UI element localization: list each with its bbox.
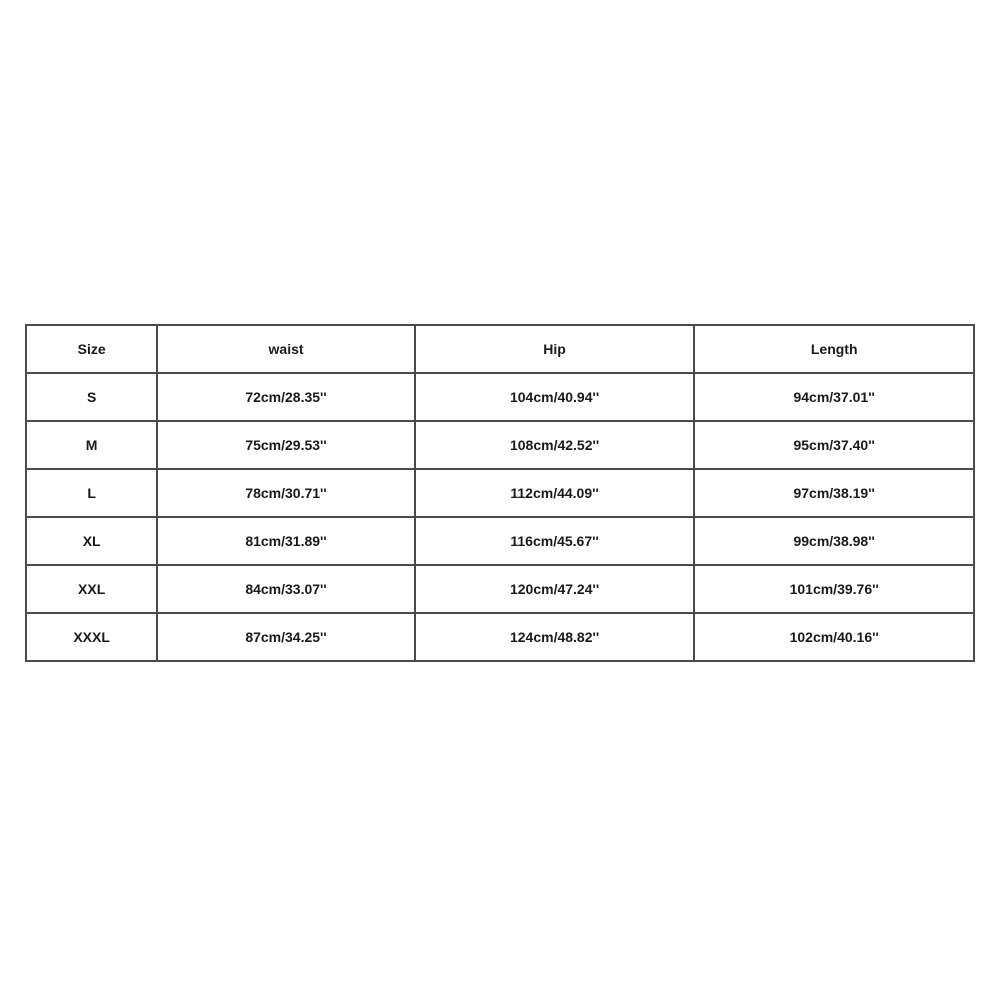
table-row [26,613,974,661]
table-header-row [26,325,974,373]
header-size: Size [26,325,157,373]
hip-cell: 124cm/48.82'' [415,613,695,661]
table-row [26,517,974,565]
size-cell: XXL [26,565,157,613]
waist-cell: 72cm/28.35'' [157,373,415,421]
table-row [26,373,974,421]
length-cell: 101cm/39.76'' [694,565,974,613]
length-cell: 99cm/38.98'' [694,517,974,565]
hip-cell: 116cm/45.67'' [415,517,695,565]
waist-cell: 78cm/30.71'' [157,469,415,517]
table-row [26,565,974,613]
header-waist: waist [157,325,415,373]
length-cell: 102cm/40.16'' [694,613,974,661]
waist-cell: 75cm/29.53'' [157,421,415,469]
hip-cell: 112cm/44.09'' [415,469,695,517]
hip-cell: 108cm/42.52'' [415,421,695,469]
header-hip: Hip [415,325,695,373]
table-row [26,469,974,517]
table-row [26,421,974,469]
waist-cell: 87cm/34.25'' [157,613,415,661]
size-cell: S [26,373,157,421]
header-length: Length [694,325,974,373]
waist-cell: 81cm/31.89'' [157,517,415,565]
size-cell: XXXL [26,613,157,661]
length-cell: 97cm/38.19'' [694,469,974,517]
size-cell: XL [26,517,157,565]
size-cell: M [26,421,157,469]
size-chart-table [25,324,975,662]
length-cell: 94cm/37.01'' [694,373,974,421]
hip-cell: 120cm/47.24'' [415,565,695,613]
length-cell: 95cm/37.40'' [694,421,974,469]
size-cell: L [26,469,157,517]
waist-cell: 84cm/33.07'' [157,565,415,613]
hip-cell: 104cm/40.94'' [415,373,695,421]
